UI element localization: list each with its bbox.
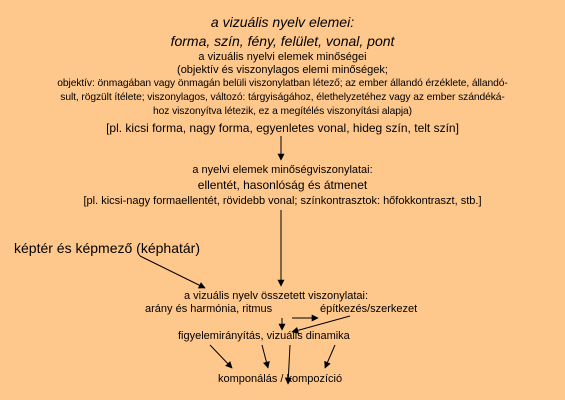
- quality-relations-list: ellentét, hasonlóság és átmenet: [197, 178, 368, 192]
- arrow-dynamics-to-composition-4: [325, 345, 335, 368]
- quality-relations-example: [pl. kicsi-nagy formaellentét, rövidebb vonal; színkontrasztok: hőfokkontraszt, stb.]: [83, 195, 482, 207]
- element-qualities-line: sult, rögzült ítélete; viszonylagos, változó: tárgyiságához, élethelyzetéhez vagy az ember szándéká-: [60, 92, 505, 103]
- arrow-dynamics-to-composition-3: [288, 345, 290, 384]
- element-qualities-example: [pl. kicsi forma, nagy forma, egyenletes vonal, hideg szín, telt szín]: [106, 121, 459, 135]
- structure-node: építkezés/szerkezet: [320, 303, 418, 315]
- complex-relations-heading: a vizuális nyelv összetett viszonylatai:: [184, 290, 369, 302]
- elements-list: forma, szín, fény, felület, vonal, pont: [170, 33, 395, 49]
- element-qualities-line: (objektív és viszonylagos elemi minőségek;: [177, 64, 388, 76]
- elements-title: a vizuális nyelv elemei:: [210, 14, 355, 30]
- quality-relations-heading: a nyelvi elemek minőségviszonylatai:: [192, 164, 373, 176]
- arrow-space-to-complex: [140, 256, 205, 288]
- arrow-dynamics-to-composition-1: [210, 345, 232, 368]
- composition-node: komponálás / kompozíció: [218, 373, 343, 385]
- proportion-rhythm-node: arány és harmónia, ritmus: [145, 303, 273, 315]
- picture-space-label: képtér és képmező (képhatár): [14, 240, 200, 256]
- element-qualities-line: hoz viszonyítva létezik, ez a megítélés viszonyítási alapja): [153, 106, 412, 117]
- arrow-dynamics-to-composition-2: [262, 345, 268, 368]
- element-qualities-heading: a vizuális nyelvi elemek minőségei: [198, 51, 367, 63]
- attention-dynamics-node: figyelemirányítás, vizuális dinamika: [178, 330, 350, 342]
- element-qualities-line: objektív: önmagában vagy önmagán belüli viszonylatban létező; az ember állandó érzéklete, állandó-: [57, 78, 508, 89]
